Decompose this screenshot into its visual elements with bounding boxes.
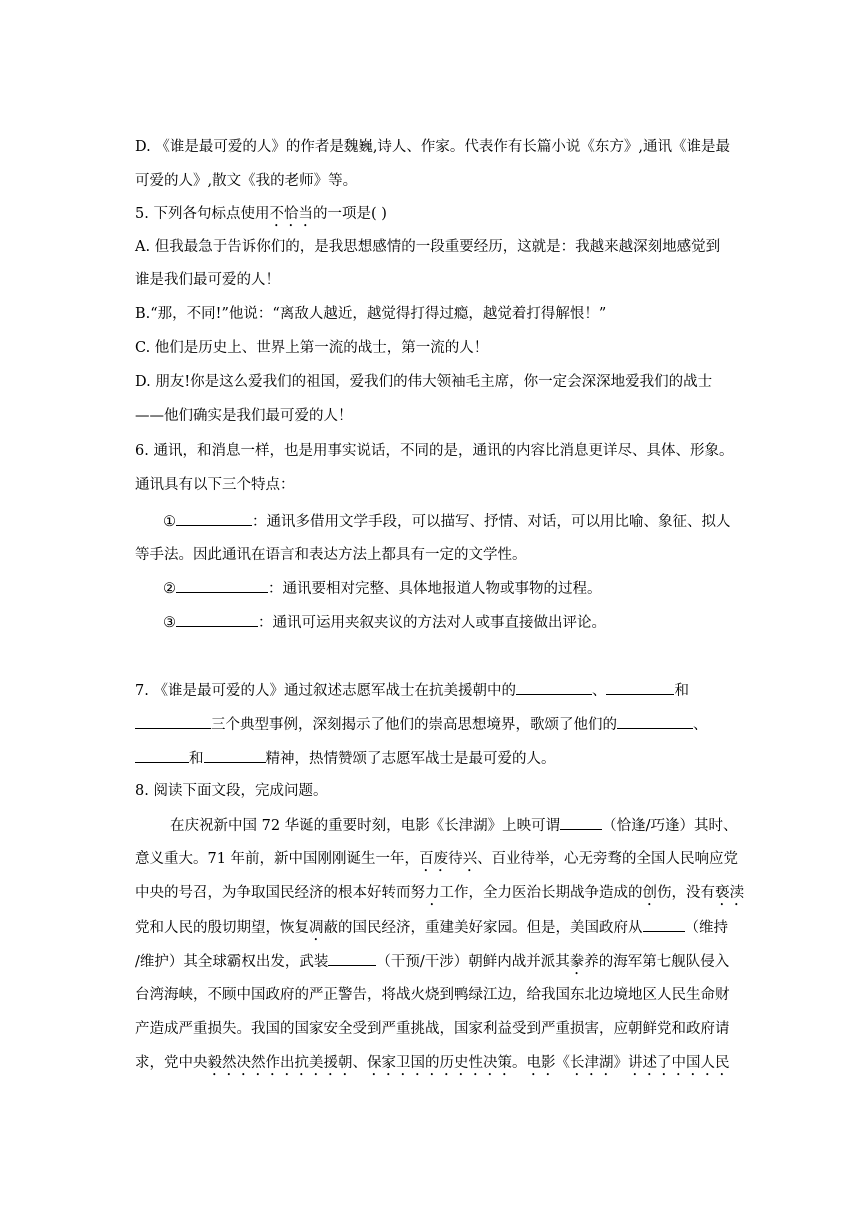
question-7-blank-2[interactable] [606,680,674,695]
question-7-sep-4: 和 [189,751,204,767]
passage-line-3 [135,883,744,903]
feature-2-number: ② [163,581,176,597]
feature-3 [163,612,606,632]
passage-emphasis: 百废 [419,851,449,867]
feature-1-line-1 [163,511,731,531]
question-5 [135,204,387,224]
passage-line-2 [135,849,738,869]
passage-text: 在庆祝新中国 72 华诞的重要时刻，电影《长津湖》上映可谓 [170,818,561,834]
passage-emphasis: 豢 [569,954,585,970]
passage-text: 求，党中央 [135,1055,208,1071]
question-7-text: 7. 《谁是最可爱的人》通过叙述志愿军战士在抗美援朝中的 [135,683,516,699]
passage-blank-1[interactable] [560,815,602,830]
question-6-line-2: 通讯具有以下三个特点： [135,477,295,493]
question-7-blank-1[interactable] [516,680,592,695]
option-d-line-2: 可爱的人》,散文《我的老师》等。 [135,173,358,189]
passage-emphasis: 创 [642,885,657,901]
passage-emphasis: 兴 [462,851,478,867]
passage-line-8 [135,1053,730,1073]
passage-text: 然作出抗美援朝、保家卫国的历史性决策。电影《长津湖》讲述了中国人民 [251,1055,730,1071]
passage-line-4 [135,917,728,937]
question-7-line-2 [135,714,708,734]
feature-1-blank[interactable] [176,511,252,526]
passage-choice-1: （恰逢/巧逢）其时、 [602,818,738,834]
question-7-line-1 [135,680,689,700]
passage-text: 、百业待举，心无旁骛的全国人民响应党 [477,851,739,867]
passage-emphasis: 毅 [207,1055,222,1071]
question-6-line-1: 6. 通讯，和消息一样，也是用事实说话，不同的是，通讯的内容比消息更详尽、具体、形象。 [135,443,734,459]
option-a-line-2: 谁是我们最可爱的人！ [135,272,280,288]
question-7-text-3: 精神，热情赞颂了志愿军战士是最可爱的人。 [265,751,556,767]
feature-2-text: ：通讯要相对完整、具体地报道人物或事物的过程。 [268,581,602,597]
passage-text: 蔽的国民经济，重建美好家园。但是，美国政府从 [323,920,643,936]
passage-line-7: 产造成严重损失。我国的国家安全受到严重挑战，国家利益受到严重损害，应朝鲜党和政府请 [135,1021,730,1037]
question-7-text-2: 三个典型事例，深刻揭示了他们的崇高思想境界，歌颂了他们的 [211,717,617,733]
passage-emphasis: 决 [236,1055,251,1071]
option-d2-line-1: D. 朋友!你是这么爱我们的祖国，爱我们的伟大领袖毛主席，你一定会深深地爱我们的战士 [135,374,713,390]
passage-text: 养 [584,954,599,970]
feature-2 [163,578,602,598]
question-7-blank-3[interactable] [135,714,211,729]
question-7-blank-5[interactable] [135,748,189,763]
passage-blank-3[interactable] [328,951,376,966]
option-b: B.“那，不同!”他说：“离敌人越近，越觉得打得过瘾，越觉着打得解恨！” [135,306,607,322]
passage-text: 待 [448,851,463,867]
passage-line-6: 台湾海峡，不顾中国政府的严正警告，将战火烧到鸭绿江边，给我国东北边境地区人民生命财 [135,987,730,1003]
passage-text: 意义重大。71 年前，新中国刚刚诞生一年， [135,851,420,867]
feature-3-number: ③ [163,615,176,631]
question-7-sep-1: 、 [591,683,607,699]
option-d-line-1: D. 《谁是最可爱的人》的作者是魏巍,诗人、作家。代表作有长篇小说《东方》,通讯《谁是最 [135,139,731,155]
question-8: 8. 阅读下面文段，完成问题。 [135,783,328,799]
question-7-blank-6[interactable] [204,748,266,763]
passage-text: 伤，没有 [657,885,715,901]
passage-line-1 [170,815,738,835]
passage-emphasis: 力 [425,885,440,901]
passage-text: /维护）其全球霸权出发，武装 [135,954,329,970]
feature-1-text: ：通讯多借用文学手段，可以描写、抒情、对话，可以用比喻、象征、拟人 [252,514,731,530]
passage-choice-2: （维持 [684,920,728,936]
question-7-blank-4[interactable] [617,714,693,729]
passage-choice-3: （干预/干涉）朝鲜内战并派其 [376,954,570,970]
passage-text: 党和人民的殷切期望，恢复 [135,920,309,936]
question-7-line-3 [135,748,556,768]
question-5-bracket: 的一项是( ) [312,206,387,222]
passage-emphasis: 凋 [309,920,324,936]
option-d2-line-2: ——他们确实是我们最可爱的人！ [135,408,353,424]
feature-3-text: ：通讯可运用夹叙夹议的方法对人或事直接做出评论。 [258,615,606,631]
question-7-sep-2: 和 [674,683,689,699]
question-5-text: 5. 下列各句标点使用 [135,206,270,222]
passage-line-5 [135,951,729,971]
question-7-sep-3: 、 [693,717,708,733]
feature-1-number: ① [163,514,176,530]
passage-emphasis: 亵渎 [715,885,744,901]
feature-3-blank[interactable] [176,612,258,627]
passage-text: 工作，全力医治长期战争造成的 [439,885,643,901]
option-a-line-1: A. 但我最急于告诉你们的，是我思想感情的一段重要经历，这就是：我越来越深刻地感觉到 [135,239,721,255]
passage-text: 中央的号召，为争取国民经济的根本好转而努 [135,885,425,901]
option-c: C. 他们是历史上、世界上第一流的战士，第一流的人！ [135,340,489,356]
feature-2-blank[interactable] [176,578,268,593]
passage-emphasis: 然 [222,1055,237,1071]
question-5-emphasis: 不恰当 [269,206,313,222]
feature-1-line-2: 等手法。因此通讯在语言和表达方法上都具有一定的文学性。 [135,547,527,563]
passage-blank-2[interactable] [643,917,685,932]
passage-text: 的海军第七舰队侵入 [598,954,730,970]
